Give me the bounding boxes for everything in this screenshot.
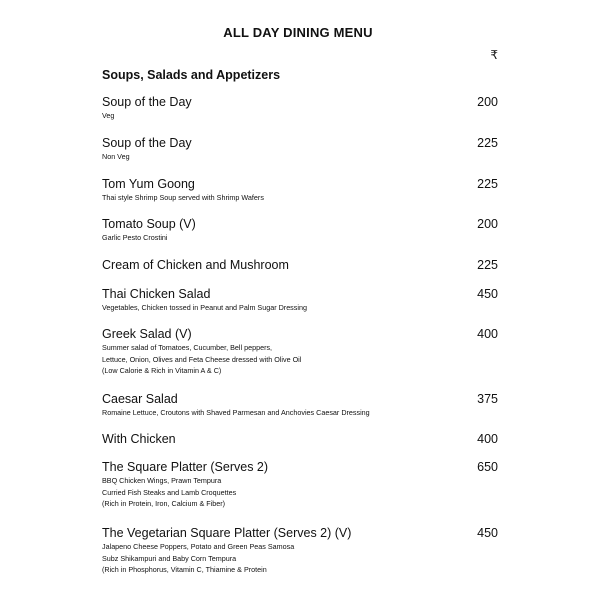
menu-item: [102, 287, 498, 314]
menu-item-description: Subz Shikampuri and Baby Corn Tempura: [102, 553, 237, 563]
menu-item-name: Tom Yum Goong: [102, 177, 195, 191]
menu-item: [102, 392, 498, 419]
currency-symbol: ₹: [490, 48, 498, 62]
menu-item-description: Jalapeno Cheese Poppers, Potato and Green Peas Samosa: [102, 542, 295, 551]
menu-item-description: BBQ Chicken Wings, Prawn Tempura: [102, 476, 222, 485]
menu-item-price: 450: [477, 287, 498, 301]
menu-item: [102, 258, 498, 273]
menu-item-description: Curried Fish Steaks and Lamb Croquettes: [102, 487, 237, 497]
menu-item: [102, 177, 498, 204]
menu-item: [102, 136, 498, 163]
menu-item-price: 375: [477, 392, 498, 406]
menu-item-description: (Rich in Protein, Iron, Calcium & Fiber): [102, 499, 226, 508]
menu-item-price: 450: [477, 526, 498, 540]
menu-item-description: (Rich in Phosphorus, Vitamin C, Thiamine & Protein: [102, 565, 267, 574]
menu-item-price: 200: [477, 217, 498, 231]
menu-item-name: Greek Salad (V): [102, 327, 192, 341]
menu-page: [88, 18, 508, 578]
menu-item-price: 225: [477, 136, 498, 150]
menu-item-name: Soup of the Day: [102, 136, 192, 150]
menu-item-name: Tomato Soup (V): [102, 217, 196, 231]
menu-item: [102, 95, 498, 122]
menu-item-price: 200: [477, 95, 498, 109]
menu-item-price: 225: [477, 177, 498, 191]
menu-item: [102, 432, 498, 447]
menu-title: ALL DAY DINING MENU: [223, 25, 373, 40]
menu-item-price: 400: [477, 327, 498, 341]
menu-item-name: With Chicken: [102, 432, 176, 446]
menu-item-name: Cream of Chicken and Mushroom: [102, 258, 289, 272]
menu-item-description: Garlic Pesto Crostini: [102, 233, 168, 242]
menu-item-description: Non Veg: [102, 152, 130, 161]
menu-item-description: Thai style Shrimp Soup served with Shrimp Wafers: [102, 193, 264, 202]
menu-item: [102, 526, 498, 576]
menu-item-description: Lettuce, Onion, Olives and Feta Cheese dressed with Olive Oil: [102, 354, 302, 364]
menu-item-description: Veg: [102, 111, 115, 120]
menu-item-description: Romaine Lettuce, Croutons with Shaved Parmesan and Anchovies Caesar Dressing: [102, 408, 370, 417]
menu-item: [102, 327, 498, 377]
menu-item-price: 650: [477, 460, 498, 474]
menu-item-description: Summer salad of Tomatoes, Cucumber, Bell peppers,: [102, 343, 273, 352]
menu-item-price: 400: [477, 432, 498, 446]
menu-item-name: Caesar Salad: [102, 392, 178, 406]
menu-item-name: Soup of the Day: [102, 95, 192, 109]
menu-item-price: 225: [477, 258, 498, 272]
menu-item-name: The Vegetarian Square Platter (Serves 2) (V): [102, 526, 352, 540]
menu-item-description: Vegetables, Chicken tossed in Peanut and Palm Sugar Dressing: [102, 303, 307, 312]
menu-item: [102, 460, 498, 510]
menu-item-description: (Low Calorie & Rich in Vitamin A & C): [102, 366, 222, 375]
menu-item-name: Thai Chicken Salad: [102, 287, 211, 301]
menu-item-name: The Square Platter (Serves 2): [102, 460, 269, 474]
menu-item: [102, 217, 498, 244]
section-title: Soups, Salads and Appetizers: [102, 68, 281, 82]
